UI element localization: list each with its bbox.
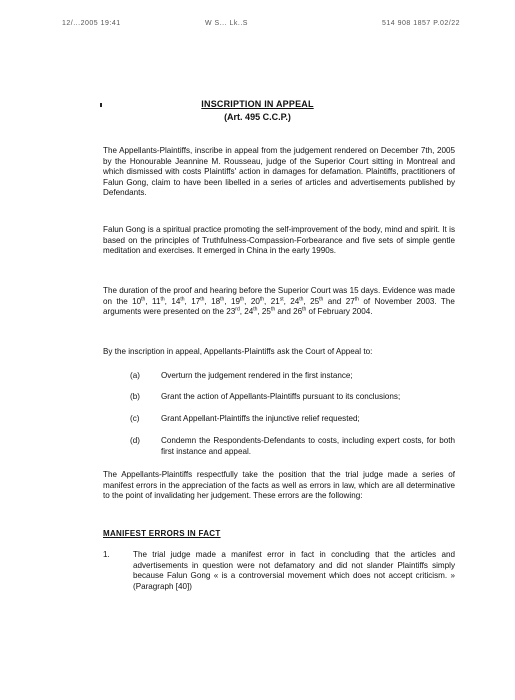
list-item-text: Grant the action of Appellants-Plaintiffs pursuant to its conclusions;: [161, 392, 401, 401]
document-subtitle: (Art. 495 C.C.P.): [224, 112, 291, 122]
fax-header-right: 514 908 1857 P.02/22: [382, 20, 460, 27]
paragraph-requests-intro: By the inscription in appeal, Appellants-Plaintiffs ask the Court of Appeal to:: [103, 347, 373, 356]
list-item-letter: (d): [130, 436, 140, 445]
fax-header-left: 12/...2005 19:41: [62, 20, 121, 27]
list-item-text: Overturn the judgement rendered in the first instance;: [161, 371, 353, 380]
paragraph-hearing-dates: The duration of the proof and hearing before the Superior Court was 15 days. Evidence was made on the 10th, 11th, 14th, 17th, 18th, 19th, 20th, 21st, 24th, 25th and 27th of November 2003. The arguments were presented on the 23rd, 24th, 25th and 26th of February 2004.: [103, 286, 455, 317]
section-heading-manifest-errors: MANIFEST ERRORS IN FACT: [103, 529, 221, 538]
paragraph-errors-intro: The Appellants-Plaintiffs respectfully take the position that the trial judge made a series of manifest errors in the appreciation of the facts as well as errors in law, which are all determinative to the point of invalidating her judgement. These errors are the following:: [103, 470, 455, 501]
list-item-text: Grant Appellant-Plaintiffs the injunctive relief requested;: [161, 414, 360, 423]
paragraph-appeal-intro: The Appellants-Plaintiffs, inscribe in appeal from the judgement rendered on December 7th, 2005 by the Honourable Jeannine M. Rousseau, judge of the Superior Court sitting in Montreal and which dismissed with costs Plaintiffs' action in damages for defamation. Plaintiffs, practitioners of Falun Gong, claim to have been libelled in a series of articles and advertisements published by Defendants.: [103, 146, 455, 198]
list-item-letter: (b): [130, 392, 140, 401]
fax-header-middle: W S... Lk..S: [205, 20, 248, 27]
paragraph-falun-gong: Falun Gong is a spiritual practice promoting the self-improvement of the body, mind and spirit. It is based on the principles of Truthfulness-Compassion-Forbearance and five sets of simple gentle meditation and exercises. It emerged in China in the early 1990s.: [103, 225, 455, 256]
document-title: INSCRIPTION IN APPEAL: [201, 99, 314, 109]
list-item-letter: (a): [130, 371, 140, 380]
list-item-letter: (c): [130, 414, 140, 423]
list-item-text: Condemn the Respondents-Defendants to costs, including expert costs, for both first instance and appeal.: [161, 436, 455, 456]
numbered-item-number: 1.: [103, 550, 110, 559]
numbered-item-text: The trial judge made a manifest error in fact in concluding that the articles and advertisements in question were not defamatory and did not slander Plaintiffs simply because Falun Gong « is a controversial movement which does not accept criticism. » (Paragraph [40]): [133, 550, 455, 591]
